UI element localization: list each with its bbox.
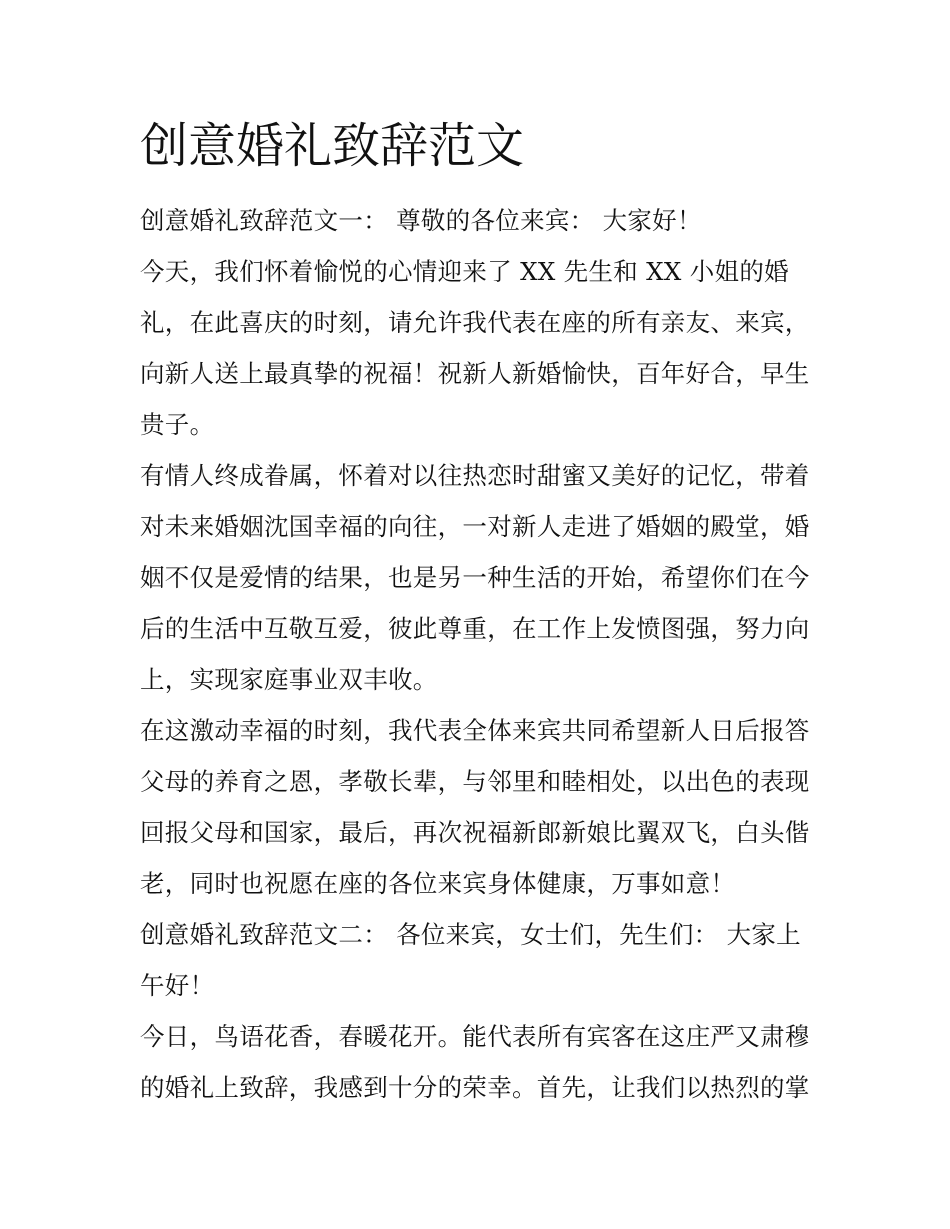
body-line: 的婚礼上致辞，我感到十分的荣幸。首先，让我们以热烈的掌 [140,1073,810,1102]
body-line: 老，同时也祝愿在座的各位来宾身体健康，万事如意！ [140,869,736,898]
body-line: 后的生活中互敬互爱，彼此尊重，在工作上发愤图强，努力向 [140,614,810,643]
body-line: 向新人送上最真挚的祝福！祝新人新婚愉快，百年好合，早生 [140,359,810,388]
body-line: 父母的养育之恩，孝敬长辈，与邻里和睦相处，以出色的表现 [140,767,810,796]
body-line: 上，实现家庭事业双丰收。 [140,665,438,694]
body-line: 姻不仅是爱情的结果，也是另一种生活的开始，希望你们在今 [140,563,810,592]
body-line: 在这激动幸福的时刻，我代表全体来宾共同希望新人日后报答 [140,716,810,745]
body-line: 今日，鸟语花香，春暖花开。能代表所有宾客在这庄严又肃穆 [140,1022,810,1051]
body-line: 今天，我们怀着愉悦的心情迎来了 XX 先生和 XX 小姐的婚 [140,257,789,286]
body-line: 礼，在此喜庆的时刻，请允许我代表在座的所有亲友、来宾， [140,308,810,337]
body-line: 有情人终成眷属，怀着对以往热恋时甜蜜又美好的记忆，带着 [140,461,810,490]
body-line: 对未来婚姻沈国幸福的向往，一对新人走进了婚姻的殿堂，婚 [140,512,810,541]
body-line: 贵子。 [140,410,215,439]
document-title: 创意婚礼致辞范文 [140,118,525,174]
body-line: 创意婚礼致辞范文一： 尊敬的各位来宾： 大家好！ [140,206,702,235]
body-line: 回报父母和国家，最后，再次祝福新郎新娘比翼双飞，白头偕 [140,818,810,847]
body-line: 创意婚礼致辞范文二： 各位来宾，女士们，先生们： 大家上 [140,920,801,949]
body-line: 午好！ [140,971,215,1000]
